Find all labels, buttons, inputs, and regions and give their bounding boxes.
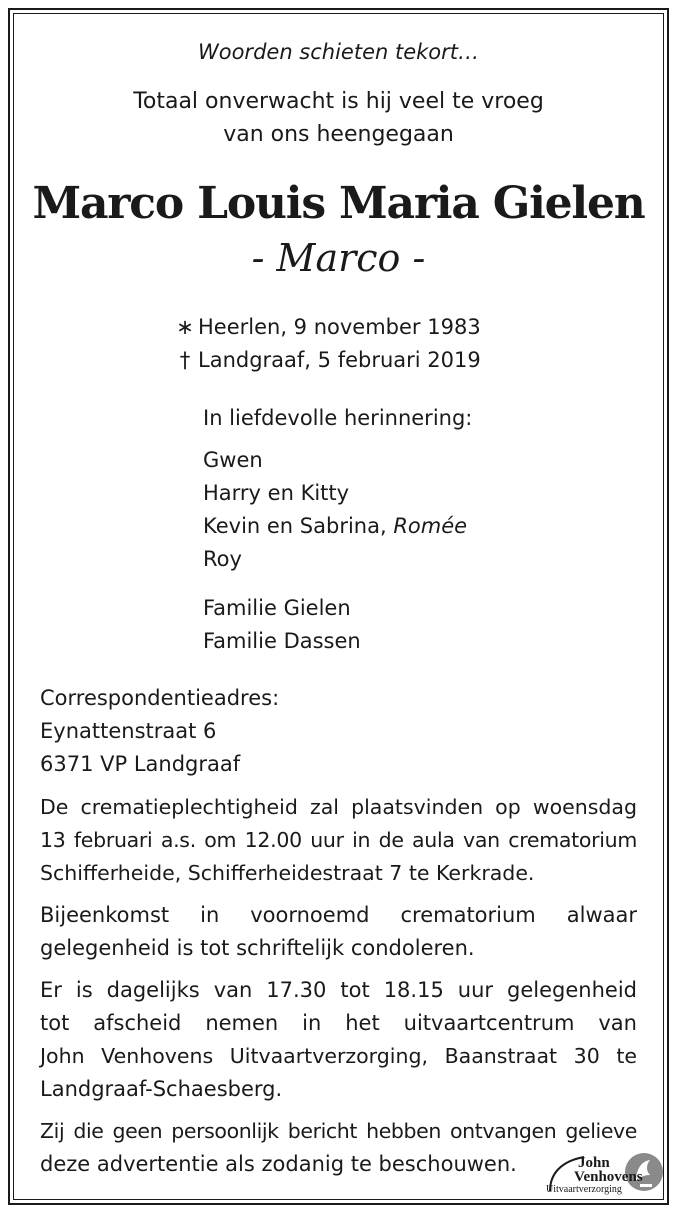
- family-dassen: Familie Dassen: [203, 629, 361, 653]
- notice-line-1: Zij die geen persoonlijk bericht hebben ontvangen gelieve: [40, 1119, 637, 1143]
- intro-line-2: van ons heengegaan: [223, 122, 454, 147]
- family-gielen: Familie Gielen: [203, 596, 351, 620]
- death-text: Landgraaf, 5 februari 2019: [198, 348, 481, 372]
- ceremony-line-2: 13 februari a.s. om 12.00 uur in de aula van crematorium: [40, 828, 637, 852]
- correspondence-street: Eynattenstraat 6: [40, 719, 217, 743]
- ceremony-line-1: De crematieplechtigheid zal plaatsvinden op woensdag: [40, 795, 637, 819]
- correspondence-city: 6371 VP Landgraaf: [40, 752, 241, 776]
- farewell-line-2: tot afscheid nemen in het uitvaartcentrum van: [40, 1011, 637, 1035]
- relative-roy: Roy: [203, 547, 242, 571]
- intro-line-1: Totaal onverwacht is hij veel te vroeg: [133, 89, 544, 114]
- funeral-home-logo: [540, 1147, 668, 1197]
- deceased-name: Marco Louis Maria Gielen: [32, 178, 645, 229]
- deceased-nickname: - Marco -: [251, 236, 426, 280]
- logo-line-1: John: [578, 1155, 610, 1171]
- birth-star-icon: ∗: [176, 315, 194, 339]
- logo-line-2: Venhovens: [574, 1169, 643, 1185]
- farewell-line-1: Er is dagelijks van 17.30 tot 18.15 uur gelegenheid: [40, 978, 637, 1002]
- remembrance-heading: In liefdevolle herinnering:: [203, 406, 473, 430]
- relative-gwen: Gwen: [203, 448, 263, 472]
- death-cross-icon: †: [179, 348, 191, 372]
- logo-line-3: Uitvaartverzorging: [546, 1184, 622, 1195]
- death-line: [172, 348, 481, 372]
- farewell-line-4: Landgraaf-Schaesberg.: [40, 1077, 283, 1101]
- notice-line-2: deze advertentie als zodanig te beschouwen.: [40, 1152, 517, 1176]
- farewell-line-3: John Venhovens Uitvaartverzorging, Baanstraat 30 te: [40, 1044, 637, 1068]
- relative-kevin-sabrina: [203, 514, 467, 538]
- gathering-line-1: Bijeenkomst in voornoemd crematorium alwaar: [40, 903, 637, 927]
- ceremony-line-3: Schifferheide, Schifferheidestraat 7 te Kerkrade.: [40, 861, 535, 885]
- birth-line: [172, 315, 481, 339]
- opening-line: Woorden schieten tekort…: [197, 40, 480, 64]
- birth-text: Heerlen, 9 november 1983: [198, 315, 481, 339]
- relative-romee: Romée: [393, 514, 468, 538]
- correspondence-label: Correspondentieadres:: [40, 686, 280, 710]
- relative-harry-kitty: Harry en Kitty: [203, 481, 350, 505]
- relative-kevin-sabrina-text: Kevin en Sabrina,: [203, 514, 394, 538]
- gathering-line-2: gelegenheid is tot schriftelijk condoleren.: [40, 936, 475, 960]
